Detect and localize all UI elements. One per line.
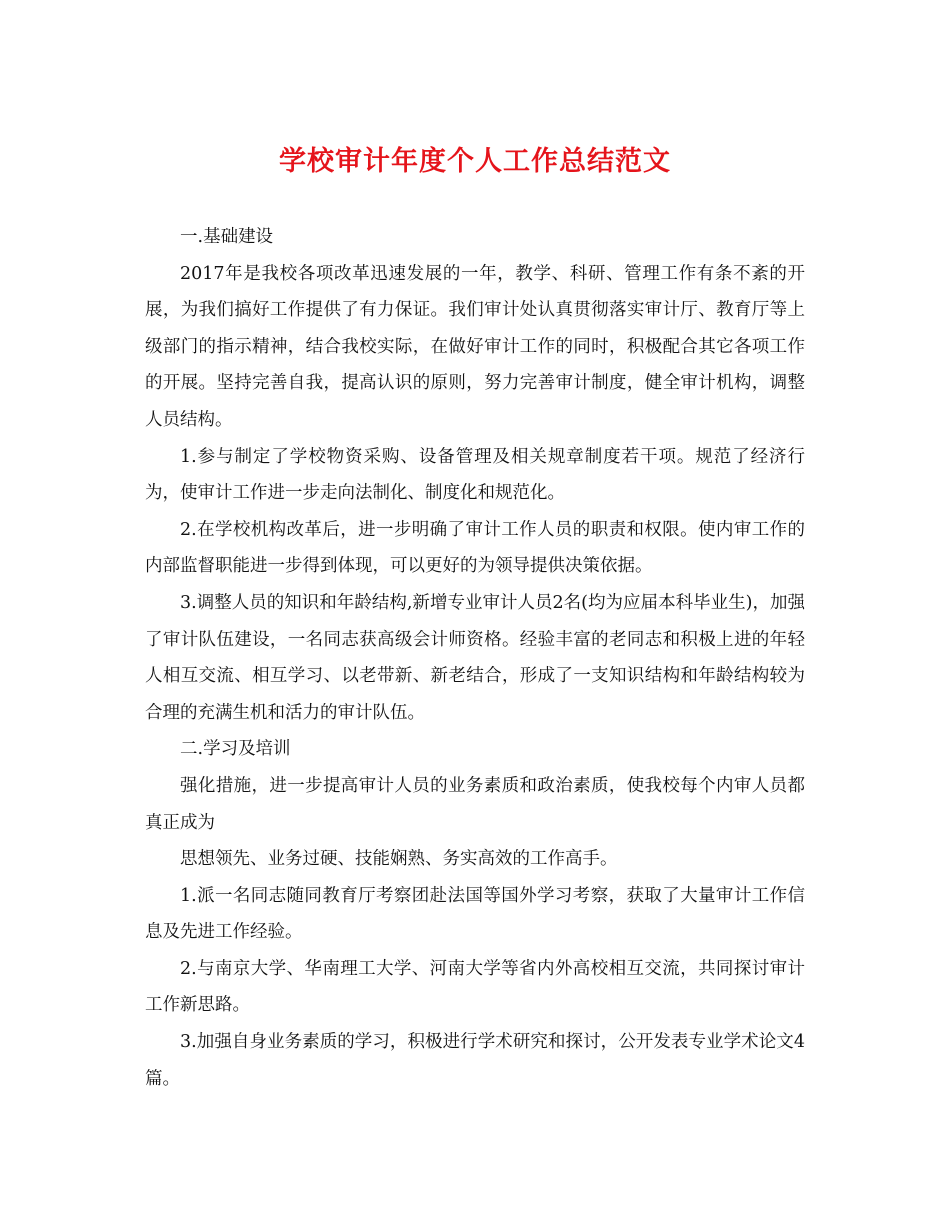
paragraph: 1.派一名同志随同教育厅考察团赴法国等国外学习考察，获取了大量审计工作信息及先进工作经验。 xyxy=(145,885,805,943)
document-title: 学校审计年度个人工作总结范文 xyxy=(279,146,671,177)
section-heading-2: 二.学习及培训 xyxy=(180,739,291,760)
paragraph: 3.调整人员的知识和年龄结构,新增专业审计人员2名(均为应届本科毕业生)，加强了审计队伍建设，一名同志获高级会计师资格。经验丰富的老同志和积极上进的年轻人相互交流、相互学习、以老带新、新老结合，形成了一支知识结构和年龄结构较为合理的充满生机和活力的审计队伍。 xyxy=(145,592,805,723)
paragraph: 3.加强自身业务素质的学习，积极进行学术研究和探讨，公开发表专业学术论文4篇。 xyxy=(145,1032,805,1089)
paragraph: 强化措施，进一步提高审计人员的业务素质和政治素质，使我校每个内审人员都真正成为 xyxy=(145,775,805,833)
paragraph: 2017年是我校各项改革迅速发展的一年，教学、科研、管理工作有条不紊的开展，为我们搞好工作提供了有力保证。我们审计处认真贯彻落实审计厅、教育厅等上级部门的指示精神，结合我校实际，在做好审计工作的同时，积极配合其它各项工作的开展。坚持完善自我，提高认识的原则，努力完善审计制度，健全审计机构，调整人员结构。 xyxy=(145,263,805,430)
document-body xyxy=(145,219,805,1097)
paragraph: 1.参与制定了学校物资采购、设备管理及相关规章制度若干项。规范了经济行为，使审计工作进一步走向法制化、制度化和规范化。 xyxy=(145,446,805,504)
section-heading-1: 一.基础建设 xyxy=(180,227,274,247)
paragraph: 2.与南京大学、华南理工大学、河南大学等省内外高校相互交流，共同探讨审计工作新思路。 xyxy=(145,958,805,1016)
paragraph: 思想领先、业务过硬、技能娴熟、务实高效的工作高手。 xyxy=(180,849,618,870)
paragraph: 2.在学校机构改革后，进一步明确了审计工作人员的职责和权限。使内审工作的内部监督职能进一步得到体现，可以更好的为领导提供决策依据。 xyxy=(145,519,805,577)
